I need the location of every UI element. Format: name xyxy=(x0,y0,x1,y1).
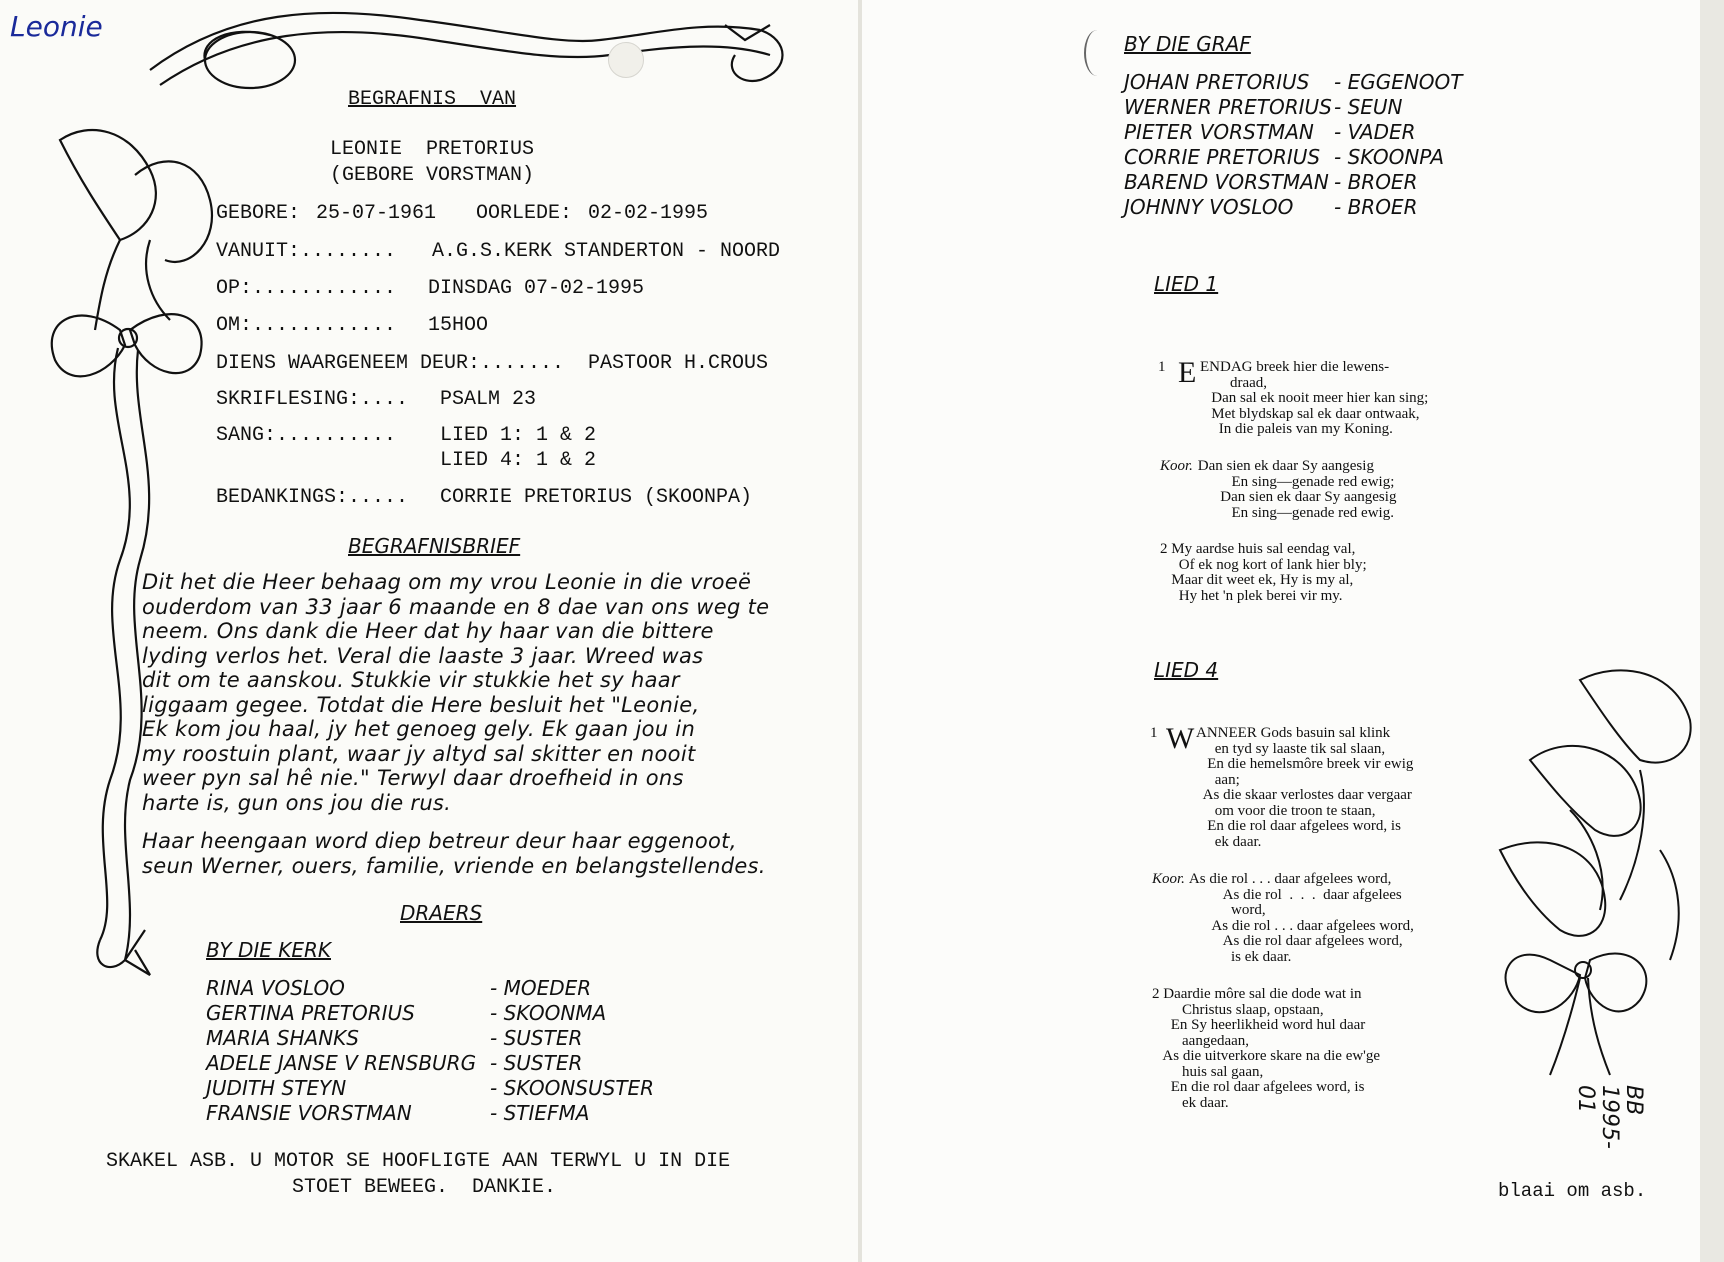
punch-hole xyxy=(608,42,644,78)
bearer-relation: - SKOONMA xyxy=(490,1001,607,1025)
detail-value: DINSDAG 07-02-1995 xyxy=(428,277,645,300)
bearer-name: FRANSIE VORSTMAN xyxy=(206,1101,412,1125)
detail-value: LIED 1: 1 & 2 xyxy=(440,424,597,447)
drop-cap: E xyxy=(1178,356,1197,389)
bearer-relation: - SUSTER xyxy=(490,1051,583,1075)
turn-over-note: blaai om asb. xyxy=(1498,1180,1647,1202)
bearer-relation: - EGGENOOT xyxy=(1334,70,1463,94)
deceased-name: LEONIE PRETORIUS xyxy=(330,138,535,161)
verse-number: 1 xyxy=(1150,725,1158,741)
footer-notice-line1: SKAKEL ASB. U MOTOR SE HOOFLIGTE AAN TERWYL U IN DIE xyxy=(106,1150,731,1173)
letter-line: harte is, gun ons jou die rus. xyxy=(142,790,452,815)
detail-label: SKRIFLESING:.... xyxy=(216,388,409,411)
letter-line: lyding verlos het. Veral die laaste 3 jaar. Wreed was xyxy=(142,643,704,668)
detail-value: 15HOO xyxy=(428,314,489,337)
chorus-text: Dan sien ek daar Sy aangesig En sing—genade red ewig; Dan sien ek daar Sy aangesig En sing—genade red ewig. xyxy=(1197,458,1397,521)
funeral-title: BEGRAFNIS VAN xyxy=(348,88,517,111)
bearer-name: JUDITH STEYN xyxy=(206,1076,347,1100)
letter-line: Dit het die Heer behaag om my vrou Leonie in die vroeë xyxy=(142,570,752,594)
footer-notice-line2: STOET BEWEEG. DANKIE. xyxy=(292,1176,557,1199)
bearers-title: DRAERS xyxy=(400,901,483,925)
bearer-name: JOHAN PRETORIUS xyxy=(1124,70,1310,94)
verse-number: 1 xyxy=(1158,359,1166,375)
detail-label: SANG:.......... xyxy=(216,424,397,447)
detail-value: PSALM 23 xyxy=(440,388,537,411)
hymn1-title: LIED 1 xyxy=(1154,272,1219,296)
bearer-name: RINA VOSLOO xyxy=(206,976,345,1000)
detail-value: A.G.S.KERK STANDERTON - NOORD xyxy=(432,240,781,263)
bearer-name: GERTINA PRETORIUS xyxy=(206,1001,415,1025)
detail-value: PASTOOR H.CROUS xyxy=(588,352,769,375)
detail-label: OP:............ xyxy=(216,277,397,300)
page-edge xyxy=(1700,0,1724,1262)
letter-line: Ek kom jou haal, jy het genoeg gely. Ek gaan jou in xyxy=(142,717,696,741)
detail-label: OM:............ xyxy=(216,314,397,337)
died-label: OORLEDE: xyxy=(476,202,573,225)
letter-line: dit om te aanskou. Stukkie vir stukkie het sy haar xyxy=(142,668,680,692)
verse-text: ANNEER Gods basuin sal klink en tyd sy laaste tik sal slaan, En die hemelsmôre breek vir ewig aan; As die skaar verlostes daar vergaar om voor die troon te staan, En die rol daar afgelees word, is ek daar. xyxy=(1196,725,1414,850)
detail-label: DIENS WAARGENEEM DEUR:....... xyxy=(216,352,565,375)
bearer-name: PIETER VORSTMAN xyxy=(1124,120,1314,144)
hymn4-title: LIED 4 xyxy=(1154,658,1219,682)
letter-line: seun Werner, ouers, familie, vriende en belangstellendes. xyxy=(142,853,766,878)
bearer-relation: - MOEDER xyxy=(490,976,592,1000)
detail-label: VANUIT:........ xyxy=(216,240,397,263)
bearer-relation: - SEUN xyxy=(1334,95,1403,119)
detail-label: BEDANKINGS:..... xyxy=(216,486,409,509)
letter-line: ouderdom van 33 jaar 6 maande en 8 dae van ons weg te xyxy=(142,594,770,619)
bearer-relation: - STIEFMA xyxy=(490,1101,590,1125)
detail-value: CORRIE PRETORIUS (SKOONPA) xyxy=(440,486,753,509)
bearer-relation: - BROER xyxy=(1334,170,1418,194)
bearer-name: MARIA SHANKS xyxy=(206,1026,359,1050)
archive-reference: BB 1995- 01 xyxy=(1573,1085,1646,1149)
bearer-relation: - SKOONSUSTER xyxy=(490,1076,655,1100)
bearer-relation: - SKOONPA xyxy=(1334,145,1445,169)
letter-line: liggaam gegee. Totdat die Here besluit het "Leonie, xyxy=(142,692,700,717)
born-label: GEBORE: xyxy=(216,202,301,225)
bearer-name: ADELE JANSE V RENSBURG xyxy=(206,1051,477,1075)
born-date: 25-07-1961 xyxy=(316,202,437,225)
bearer-relation: - BROER xyxy=(1334,195,1418,219)
detail-value: LIED 4: 1 & 2 xyxy=(440,449,597,472)
hymn1-verse2: 2 My aardse huis sal eendag val, Of ek nog kort of lank hier bly; Maar dit weet ek, Hy is my al, Hy het 'n plek berei vir my. xyxy=(1160,541,1367,604)
chorus-text: As die rol . . . daar afgelees word, As die rol . . . daar afgelees word, As die rol . . . daar afgelees word, As die rol daar afgelees word, is ek daar. xyxy=(1188,871,1414,965)
letter-title: BEGRAFNISBRIEF xyxy=(348,534,521,558)
punch-hole-edge xyxy=(1084,30,1110,76)
drop-cap: W xyxy=(1166,722,1195,755)
hymn4-verse2: 2 Daardie môre sal die dode wat in Christus slaap, opstaan, En Sy heerlikheid word hul daar aangedaan, As die uitverkore skare na die ew'ge huis sal gaan, En die rol daar afgelees word, is ek daar. xyxy=(1152,986,1381,1111)
funeral-letter xyxy=(142,570,769,878)
letter-line: weer pyn sal hê nie." Terwyl daar droefheid in ons xyxy=(142,766,684,790)
bearer-name: CORRIE PRETORIUS xyxy=(1124,145,1321,169)
grave-bearers-title: BY DIE GRAF xyxy=(1124,32,1251,56)
church-bearers-title: BY DIE KERK xyxy=(206,938,331,962)
handwritten-name: Leonie xyxy=(10,10,103,43)
chorus-label: Koor. xyxy=(1160,458,1193,474)
died-date: 02-02-1995 xyxy=(588,202,709,225)
bearer-relation: - VADER xyxy=(1334,120,1416,144)
verse-text: ENDAG breek hier die lewens- draad, Dan sal ek nooit meer hier kan sing; Met blydskap sal ek daar ontwaak, In die paleis van my Koning. xyxy=(1200,359,1429,437)
lily-illustration xyxy=(1490,660,1700,1080)
letter-line: neem. Ons dank die Heer dat hy haar van die bittere xyxy=(142,619,714,643)
maiden-name: (GEBORE VORSTMAN) xyxy=(330,164,535,187)
chorus-label: Koor. xyxy=(1152,871,1185,887)
bearer-name: JOHNNY VOSLOO xyxy=(1124,195,1294,219)
bearer-relation: - SUSTER xyxy=(490,1026,583,1050)
bearer-name: BAREND VORSTMAN xyxy=(1124,170,1329,194)
letter-line: Haar heengaan word diep betreur deur haar eggenoot, xyxy=(142,829,737,853)
letter-line: my roostuin plant, waar jy altyd sal skitter en nooit xyxy=(142,741,696,766)
bearer-name: WERNER PRETORIUS xyxy=(1124,95,1332,119)
